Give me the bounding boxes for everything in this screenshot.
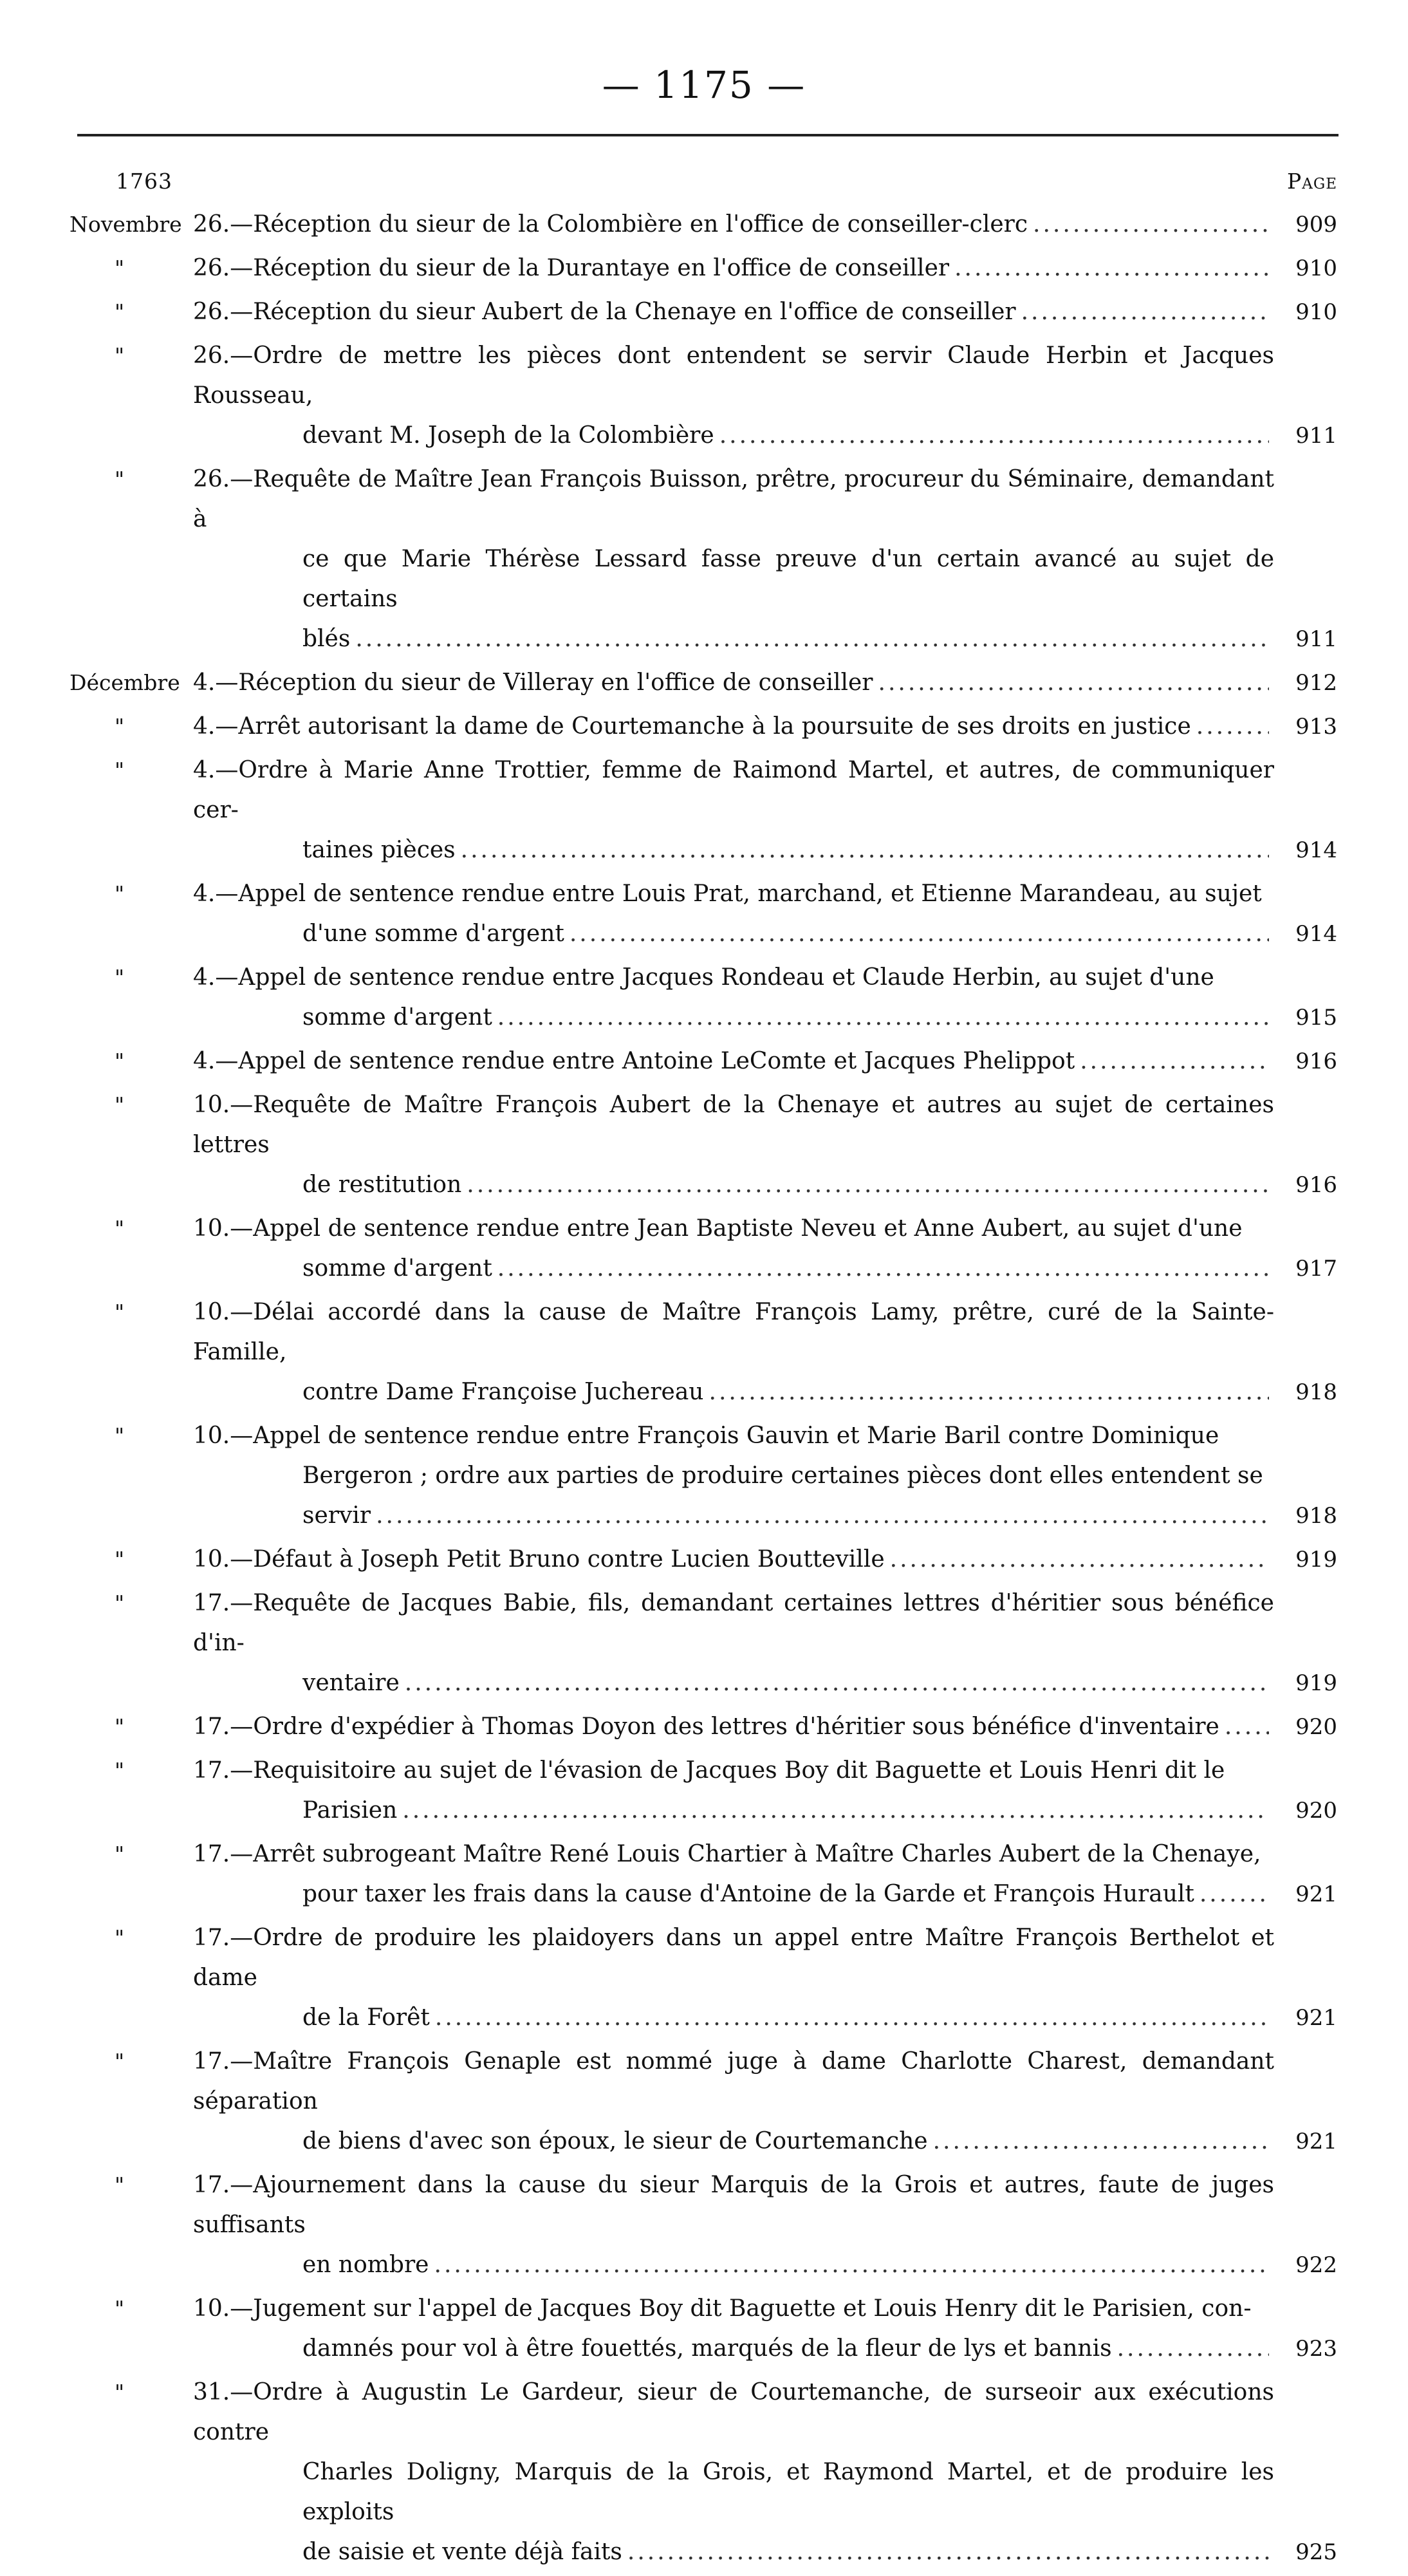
header-rule bbox=[77, 134, 1339, 136]
entry-month: " bbox=[115, 881, 125, 906]
toc-entry bbox=[0, 2373, 1408, 2572]
entry-page-number: 917 bbox=[1295, 1256, 1337, 1282]
entry-month: " bbox=[115, 2172, 125, 2198]
entry-line: —Requisitoire au sujet de l'évasion de Jacques Boy dit Baguette et Louis Henri dit le bbox=[230, 1757, 1225, 1784]
entry-text bbox=[193, 1416, 1274, 1536]
entry-line: —Appel de sentence rendue entre François Gauvin et Marie Baril contre Dominique bbox=[230, 1423, 1219, 1449]
entry-line: de biens d'avec son époux, le sieur de Courtemanche bbox=[302, 2128, 928, 2154]
toc-entry bbox=[0, 1540, 1408, 1580]
leader-dots bbox=[1196, 707, 1269, 747]
entry-page-number: 910 bbox=[1295, 299, 1337, 325]
entry-page-number: 919 bbox=[1295, 1670, 1337, 1696]
entry-day: 4. bbox=[193, 1048, 216, 1074]
entry-text bbox=[193, 460, 1274, 659]
entry-page-number: 911 bbox=[1295, 423, 1337, 449]
toc-entry bbox=[0, 1209, 1408, 1289]
entry-line: servir bbox=[302, 1502, 371, 1529]
toc-entry bbox=[0, 707, 1408, 747]
entry-line: en nombre bbox=[302, 2252, 429, 2278]
entry-line: —Appel de sentence rendue entre Jean Baptiste Neveu et Anne Aubert, au sujet d'une bbox=[230, 1215, 1243, 1242]
toc-entry bbox=[0, 1085, 1408, 1205]
entry-text bbox=[193, 663, 1274, 703]
entry-month: " bbox=[115, 299, 125, 324]
entry-line: de la Forêt bbox=[302, 2004, 430, 2031]
entry-line: —Réception du sieur de la Durantaye en l'office de conseiller bbox=[230, 255, 950, 281]
entry-text bbox=[193, 1583, 1274, 1703]
leader-dots bbox=[1117, 2329, 1269, 2369]
entry-day: 10. bbox=[193, 1546, 230, 1573]
entry-line: —Réception du sieur Aubert de la Chenaye en l'office de conseiller bbox=[230, 299, 1016, 325]
entry-day: 4. bbox=[193, 881, 216, 907]
leader-dots bbox=[933, 2122, 1269, 2161]
entry-month: " bbox=[115, 467, 125, 492]
leader-dots bbox=[402, 1791, 1269, 1831]
entry-month: " bbox=[115, 1714, 125, 1739]
entry-day: 4. bbox=[193, 964, 216, 991]
entry-month: " bbox=[115, 758, 125, 783]
toc-entry bbox=[0, 874, 1408, 954]
toc-entry bbox=[0, 1707, 1408, 1747]
entry-line: —Requête de Maître François Aubert de la Chenaye et autres au sujet de certaines lettres bbox=[193, 1092, 1274, 1158]
entry-text bbox=[193, 336, 1274, 456]
entry-month: " bbox=[115, 1758, 125, 1783]
toc-entry bbox=[0, 1918, 1408, 2038]
toc-entry bbox=[0, 1751, 1408, 1831]
entry-day: 10. bbox=[193, 2295, 230, 2322]
entry-month: " bbox=[115, 1842, 125, 1867]
entry-day: 4. bbox=[193, 669, 216, 696]
leader-dots bbox=[570, 914, 1269, 954]
entry-day: 26. bbox=[193, 466, 230, 492]
entry-text bbox=[193, 1540, 1274, 1580]
entry-page-number: 912 bbox=[1295, 670, 1337, 696]
entry-line: pour taxer les frais dans la cause d'Antoine de la Garde et François Hurault bbox=[302, 1881, 1194, 1907]
entry-page-number: 920 bbox=[1295, 1798, 1337, 1824]
entry-line: —Maître François Genaple est nommé juge à dame Charlotte Charest, demandant séparation bbox=[193, 2048, 1274, 2114]
entry-line: —Ordre de mettre les pièces dont entendent se servir Claude Herbin et Jacques Rousseau, bbox=[193, 342, 1274, 409]
entry-day: 26. bbox=[193, 211, 230, 238]
entry-text bbox=[193, 1041, 1274, 1081]
entry-month: " bbox=[115, 1423, 125, 1448]
entry-line: —Arrêt subrogeant Maître René Louis Chartier à Maître Charles Aubert de la Chenaye, bbox=[230, 1841, 1261, 1867]
entry-month: " bbox=[115, 714, 125, 739]
toc-entry bbox=[0, 205, 1408, 245]
table-of-contents bbox=[0, 205, 1408, 2576]
toc-entry bbox=[0, 2289, 1408, 2369]
entry-page-number: 914 bbox=[1295, 921, 1337, 947]
leader-dots bbox=[1225, 1707, 1269, 1747]
entry-page-number: 925 bbox=[1295, 2539, 1337, 2565]
page-number: — 1175 — bbox=[602, 63, 806, 107]
leader-dots bbox=[434, 2245, 1270, 2285]
entry-line: —Arrêt autorisant la dame de Courtemanche à la poursuite de ses droits en justice bbox=[215, 713, 1191, 740]
entry-text bbox=[193, 707, 1274, 747]
entry-page-number: 919 bbox=[1295, 1547, 1337, 1573]
leader-dots bbox=[461, 830, 1269, 870]
entry-month: " bbox=[115, 1092, 125, 1117]
entry-month: Décembre bbox=[69, 670, 180, 695]
leader-dots bbox=[627, 2532, 1269, 2572]
entry-text bbox=[193, 1751, 1274, 1831]
entry-day: 17. bbox=[193, 1757, 230, 1784]
entry-text bbox=[193, 2165, 1274, 2285]
toc-entry bbox=[0, 958, 1408, 1038]
entry-line: —Ajournement dans la cause du sieur Marquis de la Grois et autres, faute de juges suffisants bbox=[193, 2172, 1274, 2238]
entry-line: de saisie et vente déjà faits bbox=[302, 2539, 622, 2565]
entry-day: 26. bbox=[193, 342, 230, 369]
entry-page-number: 918 bbox=[1295, 1379, 1337, 1405]
entry-line: devant M. Joseph de la Colombière bbox=[302, 422, 714, 449]
entry-day: 10. bbox=[193, 1215, 230, 1242]
toc-entry bbox=[0, 460, 1408, 659]
entry-text bbox=[193, 751, 1274, 870]
entry-line: —Appel de sentence rendue entre Louis Prat, marchand, et Etienne Marandeau, au sujet bbox=[215, 881, 1262, 907]
entry-page-number: 910 bbox=[1295, 256, 1337, 281]
entry-line: Bergeron ; ordre aux parties de produire certaines pièces dont elles entendent se bbox=[302, 1462, 1263, 1489]
entry-month: " bbox=[115, 2296, 125, 2321]
entry-line: ventaire bbox=[302, 1670, 400, 1696]
entry-day: 10. bbox=[193, 1423, 230, 1449]
entry-text bbox=[193, 1834, 1274, 1914]
entry-month: " bbox=[115, 1300, 125, 1325]
entry-month: " bbox=[115, 2380, 125, 2405]
entry-page-number: 916 bbox=[1295, 1049, 1337, 1074]
toc-entry bbox=[0, 248, 1408, 288]
entry-line: —Ordre à Augustin Le Gardeur, sieur de Courtemanche, de surseoir aux exécutions contre bbox=[193, 2379, 1274, 2445]
entry-day: 10. bbox=[193, 1299, 230, 1325]
entry-month: " bbox=[115, 1591, 125, 1616]
entry-line: taines pièces bbox=[302, 837, 456, 863]
entry-page-number: 920 bbox=[1295, 1714, 1337, 1740]
entry-page-number: 921 bbox=[1295, 1881, 1337, 1907]
entry-text bbox=[193, 2289, 1274, 2369]
entry-text bbox=[193, 2042, 1274, 2161]
leader-dots bbox=[405, 1663, 1269, 1703]
entry-line: contre Dame Françoise Juchereau bbox=[302, 1379, 704, 1405]
entry-page-number: 922 bbox=[1295, 2252, 1337, 2278]
toc-entry bbox=[0, 2165, 1408, 2285]
leader-dots bbox=[719, 416, 1269, 456]
entry-month: " bbox=[115, 1547, 125, 1572]
entry-line: —Jugement sur l'appel de Jacques Boy dit Baguette et Louis Henry dit le Parisien, con- bbox=[230, 2295, 1252, 2322]
entry-page-number: 921 bbox=[1295, 2005, 1337, 2031]
toc-entry bbox=[0, 1416, 1408, 1536]
leader-dots bbox=[435, 1998, 1269, 2038]
entry-day: 17. bbox=[193, 2048, 230, 2075]
entry-text bbox=[193, 205, 1274, 245]
entry-page-number: 909 bbox=[1295, 212, 1337, 238]
entry-line: somme d'argent bbox=[302, 1004, 492, 1031]
entry-month: " bbox=[115, 1925, 125, 1950]
entry-page-number: 923 bbox=[1295, 2336, 1337, 2362]
entry-text bbox=[193, 1209, 1274, 1289]
entry-line: —Requête de Maître Jean François Buisson, prêtre, procureur du Séminaire, demandant à bbox=[193, 466, 1274, 532]
entry-month: " bbox=[115, 1049, 125, 1074]
leader-dots bbox=[376, 1496, 1269, 1536]
entry-line: ce que Marie Thérèse Lessard fasse preuve d'un certain avancé au sujet de certains bbox=[302, 546, 1274, 612]
leader-dots bbox=[497, 1249, 1269, 1289]
entry-line: —Ordre à Marie Anne Trottier, femme de Raimond Martel, et autres, de communiquer cer- bbox=[193, 757, 1274, 823]
entry-line: —Appel de sentence rendue entre Jacques Rondeau et Claude Herbin, au sujet d'une bbox=[215, 964, 1214, 991]
entry-line: Charles Doligny, Marquis de la Grois, et Raymond Martel, et de produire les exploits bbox=[302, 2459, 1274, 2525]
entry-line: —Appel de sentence rendue entre Antoine LeComte et Jacques Phelippot bbox=[215, 1048, 1075, 1074]
entry-line: —Requête de Jacques Babie, fils, demandant certaines lettres d'héritier sous bénéfice d'in- bbox=[193, 1590, 1274, 1656]
page-column-heading: Page bbox=[1287, 169, 1337, 194]
toc-entry bbox=[0, 751, 1408, 870]
entry-month: " bbox=[115, 965, 125, 990]
toc-entry bbox=[0, 1583, 1408, 1703]
entry-line: —Ordre d'expédier à Thomas Doyon des lettres d'héritier sous bénéfice d'inventaire bbox=[230, 1713, 1219, 1740]
leader-dots bbox=[355, 619, 1269, 659]
toc-entry bbox=[0, 1041, 1408, 1081]
entry-month: Novembre bbox=[69, 212, 182, 237]
entry-line: de restitution bbox=[302, 1171, 462, 1198]
entry-day: 26. bbox=[193, 299, 230, 325]
entry-page-number: 911 bbox=[1295, 626, 1337, 652]
entry-text bbox=[193, 248, 1274, 288]
entry-text bbox=[193, 874, 1274, 954]
toc-entry bbox=[0, 1834, 1408, 1914]
entry-month: " bbox=[115, 2049, 125, 2074]
entry-text bbox=[193, 292, 1274, 332]
toc-entry bbox=[0, 2042, 1408, 2161]
entry-page-number: 914 bbox=[1295, 837, 1337, 863]
entry-line: —Réception du sieur de Villeray en l'office de conseiller bbox=[215, 669, 873, 696]
leader-dots bbox=[1033, 205, 1269, 245]
entry-line: —Réception du sieur de la Colombière en l'office de conseiller-clerc bbox=[230, 211, 1028, 238]
entry-line: Parisien bbox=[302, 1797, 398, 1824]
entry-text bbox=[193, 1707, 1274, 1747]
leader-dots bbox=[890, 1540, 1269, 1580]
entry-day: 4. bbox=[193, 757, 216, 783]
entry-line: blés bbox=[302, 626, 351, 652]
entry-line: —Défaut à Joseph Petit Bruno contre Lucien Boutteville bbox=[230, 1546, 885, 1573]
entry-day: 10. bbox=[193, 1092, 230, 1118]
entry-page-number: 921 bbox=[1295, 2129, 1337, 2154]
entry-page-number: 918 bbox=[1295, 1503, 1337, 1529]
entry-line: damnés pour vol à être fouettés, marqués de la fleur de lys et bannis bbox=[302, 2335, 1112, 2362]
entry-day: 17. bbox=[193, 2172, 230, 2198]
entry-text bbox=[193, 1918, 1274, 2038]
leader-dots bbox=[1080, 1041, 1269, 1081]
entry-month: " bbox=[115, 256, 125, 281]
leader-dots bbox=[878, 663, 1270, 703]
leader-dots bbox=[709, 1372, 1270, 1412]
entry-day: 4. bbox=[193, 713, 216, 740]
entry-day: 31. bbox=[193, 2379, 230, 2405]
leader-dots bbox=[1021, 292, 1269, 332]
entry-day: 17. bbox=[193, 1590, 230, 1616]
entry-day: 17. bbox=[193, 1713, 230, 1740]
toc-entry bbox=[0, 336, 1408, 456]
year-heading: 1763 bbox=[116, 169, 172, 194]
entry-line: —Délai accordé dans la cause de Maître François Lamy, prêtre, curé de la Sainte-Famille, bbox=[193, 1299, 1274, 1365]
leader-dots bbox=[1200, 1874, 1269, 1914]
entry-page-number: 916 bbox=[1295, 1172, 1337, 1198]
leader-dots bbox=[467, 1165, 1269, 1205]
entry-line: d'une somme d'argent bbox=[302, 920, 564, 947]
leader-dots bbox=[954, 248, 1269, 288]
toc-entry bbox=[0, 663, 1408, 703]
entry-day: 26. bbox=[193, 255, 230, 281]
entry-page-number: 915 bbox=[1295, 1005, 1337, 1031]
entry-page-number: 913 bbox=[1295, 714, 1337, 740]
entry-line: somme d'argent bbox=[302, 1255, 492, 1282]
entry-text bbox=[193, 1085, 1274, 1205]
toc-entry bbox=[0, 292, 1408, 332]
toc-entry bbox=[0, 1293, 1408, 1412]
entry-month: " bbox=[115, 343, 125, 368]
entry-text bbox=[193, 1293, 1274, 1412]
entry-day: 17. bbox=[193, 1925, 230, 1951]
entry-line: —Ordre de produire les plaidoyers dans un appel entre Maître François Berthelot et dame bbox=[193, 1925, 1274, 1991]
leader-dots bbox=[497, 998, 1269, 1038]
entry-text bbox=[193, 2373, 1274, 2572]
entry-month: " bbox=[115, 1216, 125, 1241]
entry-day: 17. bbox=[193, 1841, 230, 1867]
entry-text bbox=[193, 958, 1274, 1038]
